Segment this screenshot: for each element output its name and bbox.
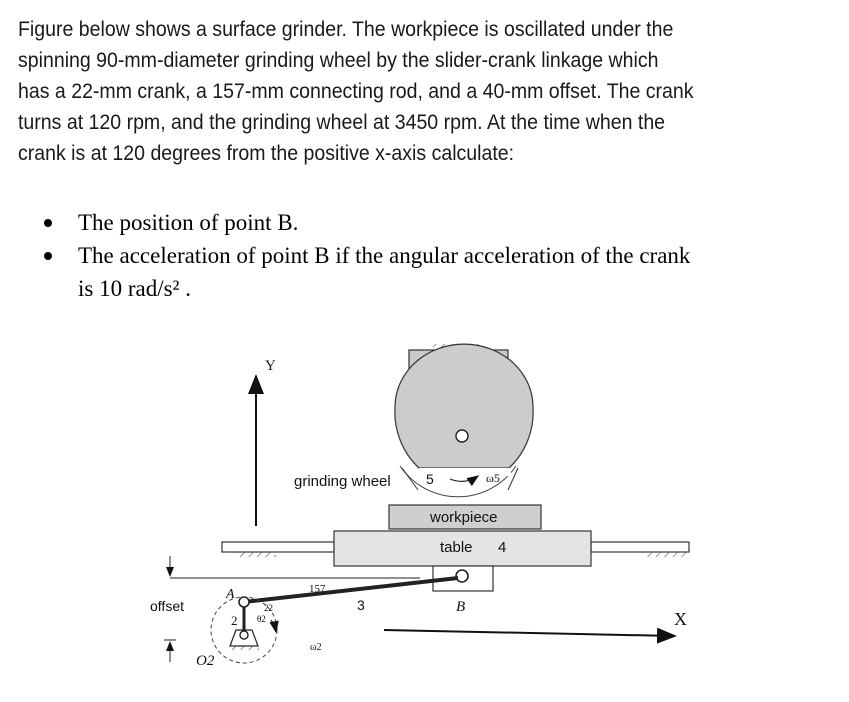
crank-rotation-arrow [271,620,276,632]
problem-line: Figure below shows a surface grinder. The workpiece is oscillated under the [18,18,674,41]
point-o2-label: O2 [196,653,215,669]
crank-number: 2 [231,613,238,628]
x-axis-label: X [674,609,687,629]
question-text: is 10 rad/s² . [78,276,191,301]
rail-hatch [646,552,686,557]
rod-length-note: 157 [309,583,326,595]
problem-line: crank is at 120 degrees from the positive x-axis calculate: [18,142,515,165]
point-b-label: B [456,599,466,615]
x-axis-arrow [384,630,675,636]
table-number: 4 [498,539,507,556]
wheel-omega-label: ω5 [486,471,500,485]
point-a-label: A [226,587,235,602]
crank-ground-hatch [229,646,259,650]
bullet-icon [44,252,52,260]
grinding-wheel [395,344,533,468]
crank-omega-label: ω2 [310,642,322,653]
pin-a [239,597,249,607]
pivot-o2 [240,631,248,639]
problem-statement [18,14,743,169]
rod-number: 3 [357,597,365,613]
wheel-number: 5 [426,471,434,487]
wheel-rotation-arrow [450,476,478,481]
problem-line: turns at 120 rpm, and the grinding wheel at 3450 rpm. At the time when the [18,111,666,134]
offset-label: offset [150,598,184,614]
crank-length-note: 22 [264,603,273,613]
table-rail-left [222,542,334,552]
question-item [40,206,820,239]
y-axis-label: Y [265,358,276,374]
question-list [40,206,820,305]
question-text: The position of point B. [78,210,299,235]
connecting-rod [244,578,458,602]
table-label: table [440,539,473,556]
workpiece-label: workpiece [430,509,498,526]
question-text: The acceleration of point B if the angular acceleration of the crank [78,243,691,268]
surface-grinder-figure [0,330,849,702]
crank-theta-label: θ2 [257,614,266,624]
problem-line: spinning 90-mm-diameter grinding wheel by the slider-crank linkage which [18,49,659,72]
pin-b [456,570,468,582]
wheel-center [456,430,468,442]
grinding-wheel-label: grinding wheel [294,473,391,490]
wheel-rim-edge [402,468,418,490]
table-rail-right [591,542,689,552]
question-item [40,239,820,305]
rail-hatch [236,552,276,557]
bullet-icon [44,219,52,227]
problem-line: has a 22-mm crank, a 157-mm connecting rod, and a 40-mm offset. The crank [18,80,694,103]
